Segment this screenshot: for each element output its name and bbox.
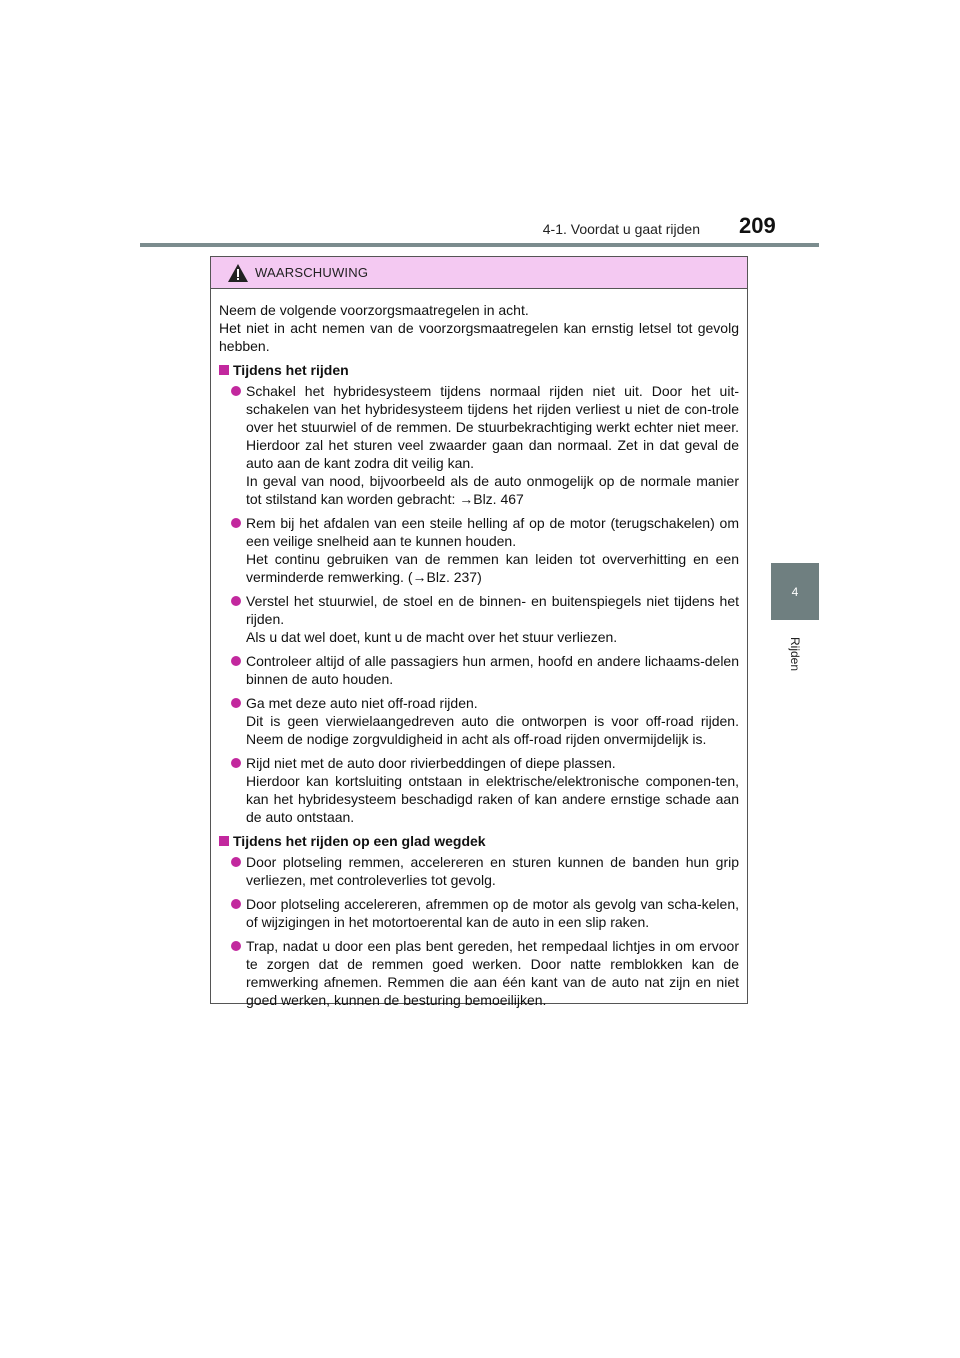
list-item-text xyxy=(246,754,739,826)
paragraph: Door plotseling accelereren, afremmen op de motor als gevolg van scha-kelen, of wijzigingen in het motortoerental kan de auto in een slip raken. xyxy=(246,896,739,930)
warning-box xyxy=(210,256,748,1008)
paragraph: Rem bij het afdalen van een steile helling af op de motor (terugschakelen) om een veilige snelheid aan te kunnen houden. xyxy=(246,515,739,549)
list-item xyxy=(219,592,739,646)
intro-line: Neem de volgende voorzorgsmaatregelen in acht. xyxy=(219,302,529,318)
paragraph: Hierdoor kan kortsluiting ontstaan in elektrische/elektronische componen-ten, kan het hybridesysteem beschadigd raken of kan andere ernstige schade aan de auto ontstaan. xyxy=(246,773,739,825)
paragraph: Verstel het stuurwiel, de stoel en de binnen- en buitenspiegels niet tijdens het rijden. xyxy=(246,593,739,627)
list-item-text xyxy=(246,937,739,1009)
list-item-text xyxy=(246,652,739,688)
paragraph: Ga met deze auto niet off-road rijden. xyxy=(246,695,478,711)
round-bullet-icon xyxy=(231,596,241,606)
intro-line: Het niet in acht nemen van de voorzorgsmaatregelen kan ernstig letsel tot gevolg hebben. xyxy=(219,320,739,354)
round-bullet-icon xyxy=(231,698,241,708)
section-heading-text: Tijdens het rijden op een glad wegdek xyxy=(233,833,486,849)
list-item-text xyxy=(246,382,739,508)
list-item xyxy=(219,937,739,1009)
list-item xyxy=(219,895,739,931)
round-bullet-icon xyxy=(231,386,241,396)
square-bullet-icon xyxy=(219,365,229,375)
paragraph: Als u dat wel doet, kunt u de macht over het stuur verliezen. xyxy=(246,629,618,645)
paragraph: Het continu gebruiken van de remmen kan leiden tot oververhitting en een verminderde remwerking. (→Blz. 237) xyxy=(246,551,739,585)
round-bullet-icon xyxy=(231,857,241,867)
paragraph: Rijd niet met de auto door rivierbeddingen of diepe plassen. xyxy=(246,755,616,771)
round-bullet-icon xyxy=(231,518,241,528)
list-item xyxy=(219,754,739,826)
warning-body xyxy=(211,289,747,1009)
warning-triangle-icon xyxy=(227,263,249,283)
list-item xyxy=(219,853,739,889)
round-bullet-icon xyxy=(231,899,241,909)
warning-header xyxy=(211,257,747,289)
list-item-text xyxy=(246,514,739,586)
list-item-text xyxy=(246,694,739,748)
paragraph: Controleer altijd of alle passagiers hun armen, hoofd en andere lichaams-delen binnen de auto houden. xyxy=(246,653,739,687)
list-item xyxy=(219,382,739,508)
round-bullet-icon xyxy=(231,758,241,768)
chapter-tab[interactable] xyxy=(771,563,819,620)
round-bullet-icon xyxy=(231,941,241,951)
round-bullet-icon xyxy=(231,656,241,666)
list-item xyxy=(219,652,739,688)
paragraph: In geval van nood, bijvoorbeeld als de auto onmogelijk op de normale manier tot stilstand kan worden gebracht: →Blz. 467 xyxy=(246,473,739,507)
warning-sections xyxy=(219,361,739,1009)
header-divider xyxy=(140,243,819,247)
warning-title: WAARSCHUWING xyxy=(255,265,369,280)
list-item-text xyxy=(246,853,739,889)
list-item-text xyxy=(246,895,739,931)
list-item xyxy=(219,694,739,748)
section-heading xyxy=(219,361,739,379)
paragraph: Trap, nadat u door een plas bent gereden, het rempedaal lichtjes in om ervoor te zorgen dat de remmen goed werken. Door natte remblokken kan de remwerking afnemen. Remmen die aan één kant van de auto nat zijn en niet goed werken, kunnen de besturing bemoeilijken. xyxy=(246,938,739,1008)
section-title: 4-1. Voordat u gaat rijden xyxy=(542,221,700,237)
chapter-label: Rijden xyxy=(788,636,802,672)
paragraph: Dit is geen vierwielaangedreven auto die ontworpen is voor off-road rijden. Neem de nodige zorgvuldigheid in acht als off-road rijden onvermijdelijk is. xyxy=(246,713,739,747)
section-heading xyxy=(219,832,739,850)
section-heading-text: Tijdens het rijden xyxy=(233,362,349,378)
square-bullet-icon xyxy=(219,836,229,846)
list-item xyxy=(219,514,739,586)
warning-intro xyxy=(219,301,739,355)
paragraph: Door plotseling remmen, accelereren en sturen kunnen de banden hun grip verliezen, met controleverlies tot gevolg. xyxy=(246,854,739,888)
paragraph: Schakel het hybridesysteem tijdens normaal rijden niet uit. Door het uit-schakelen van het hybridesysteem tijdens het rijden verliest u niet de con-trole over het stuurwiel of de remmen. De stuurbekrachtiging werkt echter niet meer. Hierdoor zal het sturen veel zwaarder gaan dan normaal. Zet in dat geval de auto aan de kant zodra dit veilig kan. xyxy=(246,383,739,471)
list-item-text xyxy=(246,592,739,646)
page-number: 209 xyxy=(739,213,776,238)
chapter-number: 4 xyxy=(791,584,799,599)
